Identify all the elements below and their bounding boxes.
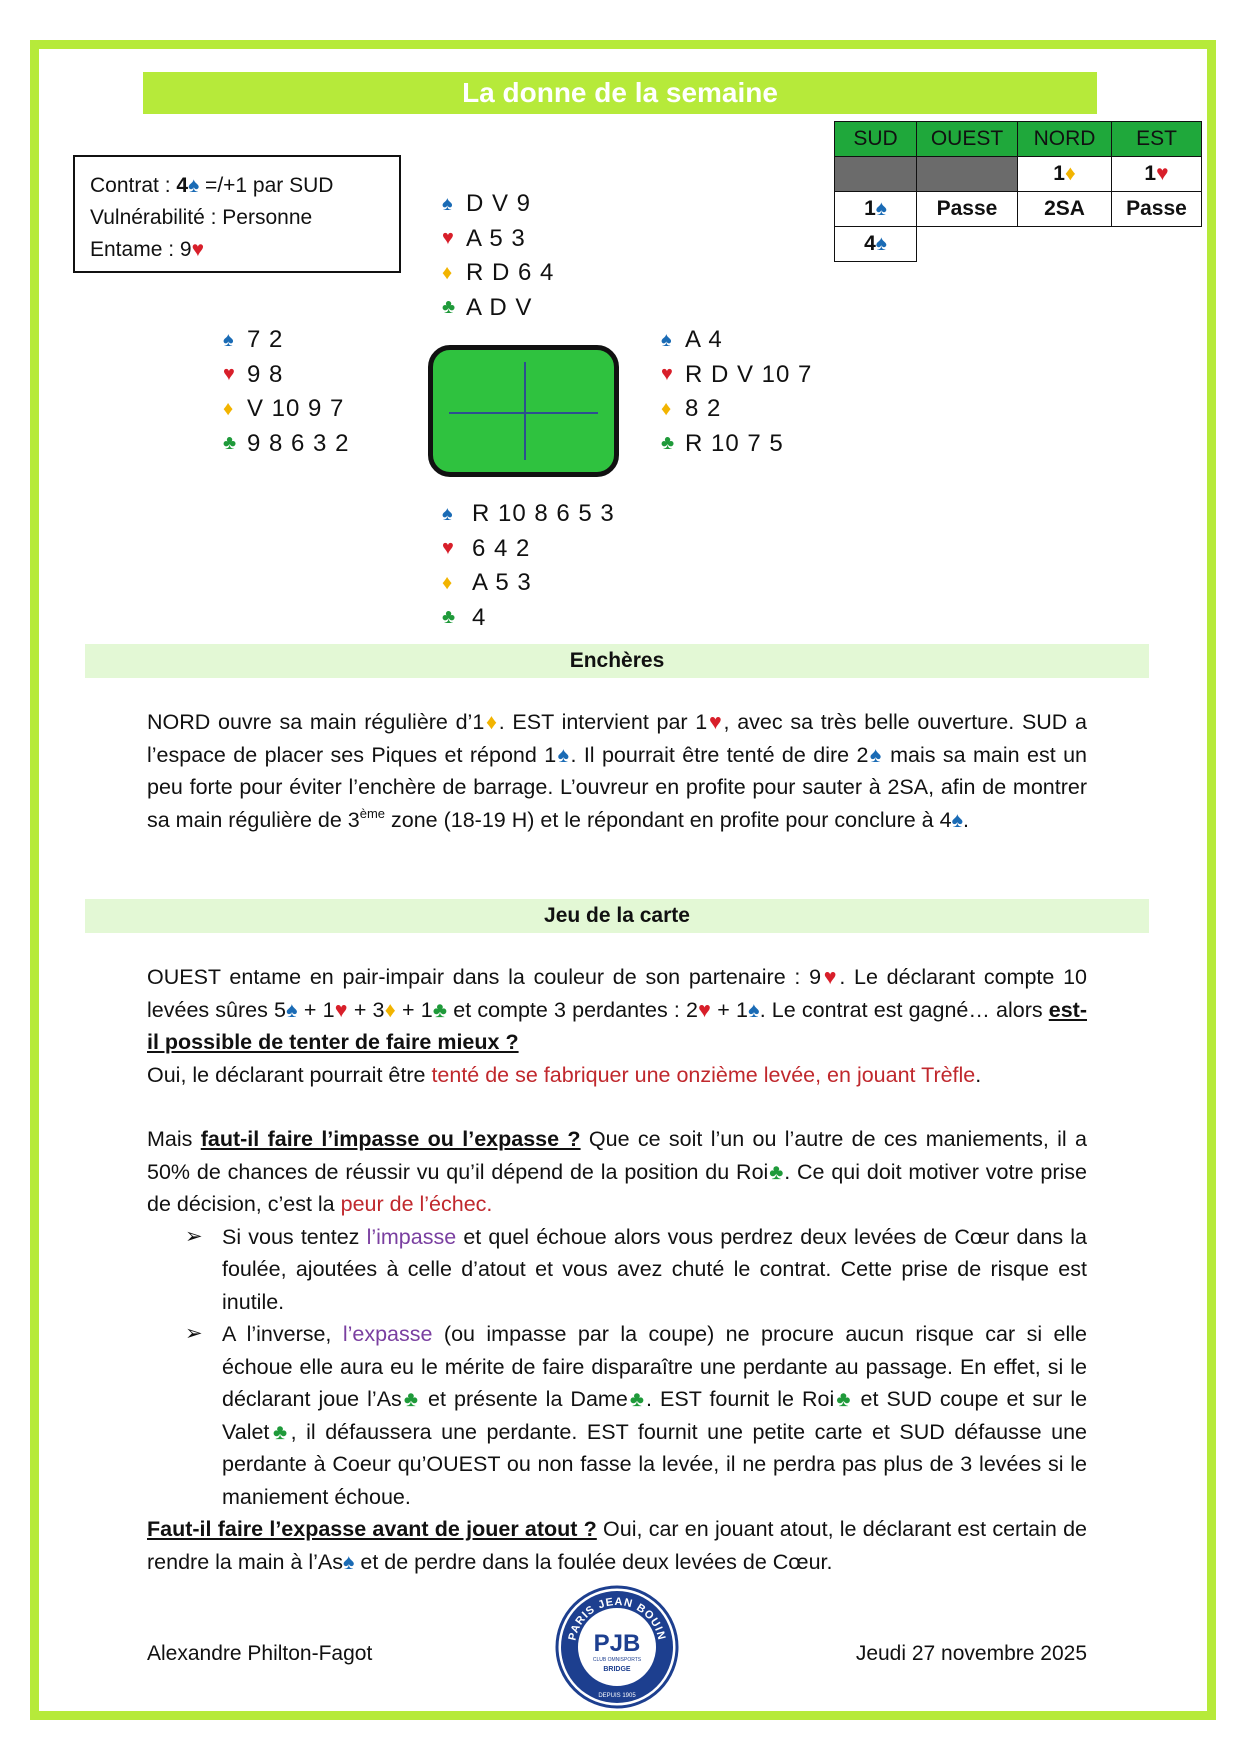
underlined-question: est-il possible de tenter de faire mieux ? [147, 997, 1087, 1054]
text-run: zone (18-19 H) et le répondant en profite pour conclure à 4 [385, 807, 952, 832]
logo-ring-text: PARIS JEAN BOUIN [566, 1595, 668, 1642]
bidding-cell: Passe [917, 192, 1018, 227]
encheres-text [147, 706, 1087, 836]
spade-icon: ♠ [661, 328, 673, 351]
contract-result: =/+1 par SUD [199, 174, 334, 197]
hand-cards: A D V [466, 293, 533, 321]
spade-icon: ♠ [223, 328, 235, 351]
diamond-icon: ♦ [223, 397, 235, 420]
hand-line [661, 427, 812, 462]
bidding-header-ouest: OUEST [917, 122, 1018, 157]
paragraph [147, 961, 1087, 1059]
section-heading-jeu: Jeu de la carte [85, 899, 1149, 933]
club-icon: ♣ [442, 296, 457, 319]
bullet-item [147, 1318, 1087, 1513]
text-run: et compte 3 perdantes : 2 [447, 997, 698, 1022]
heart-icon: ♥ [1156, 162, 1169, 185]
diamond-icon: ♦ [442, 261, 454, 284]
text-run: . EST fournit le Roi [646, 1387, 835, 1411]
hand-line [442, 532, 615, 567]
diamond-icon: ♦ [1064, 162, 1076, 185]
heart-icon: ♥ [191, 238, 205, 261]
text-run: OUEST entame en pair-impair dans la couleur de son partenaire : 9 [147, 965, 822, 989]
hand-cards: 9 8 6 3 2 [247, 429, 350, 457]
bidding-row [835, 157, 1202, 192]
contract-box [73, 155, 401, 273]
text-run: + 3 [347, 997, 385, 1022]
bidding-cell [1112, 157, 1202, 192]
text-run: . Ce qui doit motiver votre prise de décision, c’est la [147, 1159, 1087, 1216]
vulnerability-line: Vulnérabilité : Personne [90, 206, 313, 229]
arrow-bullet-icon: ➢ [185, 1322, 203, 1345]
club-icon: ♣ [223, 432, 238, 455]
text-run: . Le déclarant compte 10 levées sûres 5 [147, 965, 1087, 1022]
text-run: + 1 [711, 997, 748, 1022]
hand-line [661, 392, 812, 427]
bidding-cell-empty [1112, 227, 1202, 262]
bullet-item [147, 1221, 1087, 1319]
text-run: et quel échoue alors vous perdrez deux levées de Cœur dans la foulée, ajoutées à celle d’atout et vous avez chuté le contrat. Cette prise de risque est inutile. [222, 1224, 1087, 1314]
text-run: et présente la Dame [420, 1387, 628, 1411]
text-run: + 1 [395, 997, 433, 1022]
text-run: Oui, le déclarant pourrait être [147, 1062, 432, 1087]
spade-icon: ♠ [868, 742, 883, 767]
paragraph [147, 1513, 1087, 1578]
bidding-cell: Passe [1112, 192, 1202, 227]
author-name: Alexandre Philton-Fagot [147, 1642, 373, 1665]
page-title: La donne de la semaine [143, 72, 1097, 114]
bidding-row [835, 227, 1202, 262]
logo-club: CLUB OMNISPORTS [592, 1657, 642, 1663]
spade-icon: ♠ [188, 174, 200, 197]
paragraph [147, 1123, 1087, 1221]
spade-icon: ♠ [556, 742, 571, 767]
underlined-question: faut-il faire l’impasse ou l’expasse ? [200, 1127, 581, 1151]
hand-cards: A 4 [685, 326, 723, 354]
spade-icon: ♠ [442, 192, 454, 215]
spade-icon: ♠ [285, 997, 298, 1022]
hand-line [223, 358, 349, 393]
highlight-purple: l’impasse [366, 1224, 457, 1249]
section-heading-encheres: Enchères [85, 644, 1149, 678]
paragraph [147, 1059, 1087, 1092]
jeu-text [147, 961, 1087, 1578]
hand-line [442, 222, 554, 257]
hand-cards: A 5 3 [466, 224, 526, 252]
diamond-icon: ♦ [442, 571, 454, 594]
hand-line [442, 566, 615, 601]
bidding-table [834, 121, 1202, 262]
hand-line [223, 392, 349, 427]
text-run: . [975, 1062, 982, 1087]
text-run: , avec sa très belle ouverture. SUD a l’espace de placer ses Piques et répond 1 [147, 710, 1088, 767]
bidding-row [835, 192, 1202, 227]
text-run: . EST intervient par 1 [498, 710, 708, 734]
hand-line [442, 187, 554, 222]
hand-north [442, 187, 554, 325]
text-run: . Le contrat est gagné… alors [759, 997, 1049, 1022]
hand-west [223, 323, 349, 461]
diamond-icon: ♦ [484, 710, 499, 734]
hand-line [661, 323, 812, 358]
text-run: + 1 [297, 997, 335, 1022]
paragraph [147, 706, 1087, 836]
diamond-icon: ♦ [661, 397, 673, 420]
logo-since: DEPUIS 1905 [598, 1693, 636, 1699]
bid-level: 4 [864, 232, 876, 255]
text-run: Oui, car en jouant atout, le déclarant est certain de rendre la main à l’As [147, 1517, 1087, 1574]
text-run: NORD ouvre sa main régulière d’1 [147, 710, 485, 734]
heart-icon: ♥ [442, 537, 455, 560]
hand-line [223, 427, 349, 462]
text-run: Si vous tentez [222, 1224, 367, 1249]
heart-icon: ♥ [223, 363, 236, 386]
club-icon: ♣ [661, 432, 676, 455]
text-run: , il défaussera une perdante. EST fournit une petite carte et SUD défausse une perdante à Coeur qu’OUEST ou non fasse la levée, il ne perdra pas plus de 3 levées si le maniement échoue. [222, 1419, 1087, 1509]
club-icon: ♣ [768, 1159, 785, 1184]
spade-icon: ♠ [747, 997, 760, 1022]
card-table [428, 345, 619, 477]
lead-line [90, 234, 384, 266]
bidding-cell: 2SA [1018, 192, 1112, 227]
bid-level: 1 [1053, 162, 1065, 185]
bidding-header-est: EST [1112, 122, 1202, 157]
spade-icon: ♠ [951, 807, 963, 832]
text-run: . [962, 807, 969, 832]
text-run: et SUD coupe et sur le Valet [222, 1387, 1088, 1444]
bidding-header-sud: SUD [835, 122, 917, 157]
highlight-red: peur de l’échec. [340, 1192, 493, 1216]
club-icon: ♣ [432, 997, 448, 1022]
hand-line [661, 358, 812, 393]
logo-monogram: PJB [593, 1630, 641, 1657]
underlined-question: Faut-il faire l’expasse avant de jouer atout ? [147, 1517, 597, 1541]
spade-icon: ♠ [342, 1549, 355, 1574]
spade-icon: ♠ [875, 232, 887, 255]
arrow-bullet-icon: ➢ [185, 1224, 203, 1248]
hand-cards: R 10 8 6 5 3 [472, 500, 615, 528]
hand-cards: R 10 7 5 [685, 429, 784, 457]
bidding-cell [1018, 157, 1112, 192]
club-icon: ♣ [627, 1387, 647, 1411]
hand-cards: V 10 9 7 [247, 395, 345, 423]
text-run: Que ce soit l’un ou l’autre de ces maniements, il a 50% de chances de réussir vu qu’il dépend de la position du Roi [147, 1127, 1087, 1184]
club-icon: ♣ [834, 1387, 853, 1411]
hand-cards: 9 8 [247, 360, 284, 388]
bidding-cell-empty [917, 227, 1018, 262]
spade-icon: ♠ [875, 197, 887, 220]
publication-date: Jeudi 27 novembre 2025 [855, 1642, 1087, 1665]
heart-icon: ♥ [442, 227, 455, 250]
highlight-purple: l’expasse [342, 1322, 433, 1346]
club-logo [555, 1585, 679, 1709]
highlight-red: tenté de se fabriquer une onzième levée, en jouant Trèfle [431, 1062, 976, 1087]
bidding-header-nord: NORD [1018, 122, 1112, 157]
heart-icon: ♥ [697, 997, 712, 1022]
contract-level: 4 [176, 174, 189, 197]
lead-label: Entame : 9 [90, 238, 192, 261]
text-run: mais sa main est un peu forte pour éviter l’enchère de barrage. L’ouvreur en profite pour sauter à 2SA, afin de montrer sa main régulière de 3 [147, 742, 1088, 832]
hand-cards: D V 9 [466, 190, 532, 218]
superscript: ème [359, 805, 386, 821]
text-run: (ou impasse par la coupe) ne procure aucun risque car si elle échoue elle aura eu le mérite de faire disparaître une perdante au passage. En effet, si le déclarant joue l’As [222, 1322, 1088, 1411]
contract-label: Contrat : [90, 174, 177, 197]
hand-line [442, 256, 554, 291]
contract-line [90, 170, 384, 202]
hand-east [661, 323, 812, 461]
heart-icon: ♥ [821, 965, 840, 989]
text-run: A l’inverse, [222, 1322, 343, 1346]
bidding-cell-empty [1018, 227, 1112, 262]
hand-cards: 8 2 [685, 395, 722, 423]
hand-line [223, 323, 349, 358]
spacer [147, 1091, 1087, 1123]
logo-sport: BRIDGE [603, 1666, 631, 1673]
bidding-cell-empty [835, 157, 917, 192]
bidding-cell [835, 192, 917, 227]
hand-cards: R D V 10 7 [685, 360, 813, 388]
text-run: Mais [147, 1127, 201, 1151]
hand-line [442, 601, 615, 636]
hand-line [442, 497, 615, 532]
heart-icon: ♥ [661, 363, 674, 386]
hand-cards: A 5 3 [472, 569, 532, 597]
hand-south [442, 497, 615, 635]
bidding-cell [835, 227, 917, 262]
bid-level: 1 [1144, 162, 1157, 185]
text-run: . Il pourrait être tenté de dire 2 [570, 742, 869, 767]
bidding-header-row [835, 122, 1202, 157]
club-icon: ♣ [442, 606, 457, 629]
club-icon: ♣ [269, 1419, 291, 1444]
hand-cards: R D 6 4 [466, 259, 555, 287]
spade-icon: ♠ [442, 502, 454, 525]
heart-icon: ♥ [707, 710, 724, 734]
diamond-icon: ♦ [384, 997, 396, 1022]
bid-level: 1 [864, 197, 876, 220]
heart-icon: ♥ [334, 997, 348, 1022]
hand-cards: 6 4 2 [472, 534, 531, 562]
text-run: et de perdre dans la foulée deux levées de Cœur. [354, 1549, 833, 1574]
table-divider [524, 362, 526, 460]
club-icon: ♣ [401, 1387, 421, 1411]
hand-line [442, 291, 554, 326]
hand-cards: 4 [472, 603, 487, 631]
bidding-cell-empty [917, 157, 1018, 192]
hand-cards: 7 2 [247, 326, 284, 354]
